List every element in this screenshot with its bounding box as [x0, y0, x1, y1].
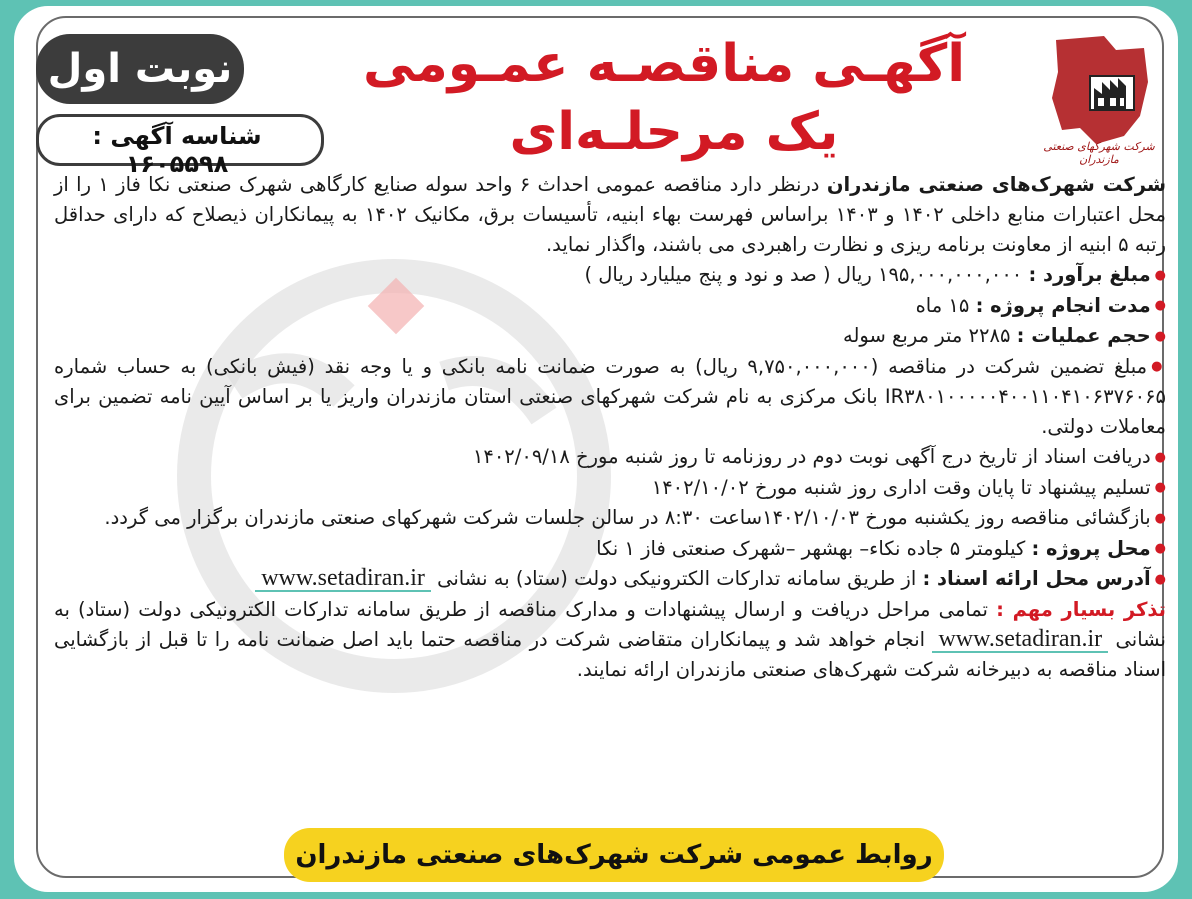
important-notice — [54, 595, 1166, 685]
opening-item — [54, 503, 1166, 534]
notice-text-b: انجام خواهد شد و پیمانکاران متقاضی شرکت در مناقصه حتما باید اصل ضمانت نامه را تا قبل از بازگشایی اسناد مناقصه به دبیرخانه شرکت شهرک‌های صنعتی مازندران ارائه نمایند. — [54, 627, 1166, 681]
notice-text-a: تمامی مراحل دریافت و ارسال پیشنهادات و مدارک مناقصه از طریق سامانه تدارکات الکترونیکی دولت (ستاد) به نشانی — [54, 597, 1166, 651]
duration-label: مدت انجام پروژه : — [975, 293, 1151, 317]
volume-item — [54, 321, 1166, 352]
logo-caption: شرکت شهرکهای صنعتی مازندران — [1043, 140, 1155, 166]
location-label: محل پروژه : — [1031, 536, 1151, 560]
page-subtitle: یک مرحلـه‌ای — [509, 102, 839, 162]
guarantee-item — [54, 352, 1166, 443]
estimate-item — [54, 260, 1166, 291]
address-label: آدرس محل ارائه اسناد : — [922, 567, 1151, 590]
advertisement-sheet — [14, 6, 1178, 892]
duration-value: ۱۵ ماه — [915, 293, 976, 317]
intro-text: درنظر دارد مناقصه عمومی احداث ۶ واحد سوله صنایع کارگاهی شهرک صنعتی نکا فاز ۱ را از محل اعتبارات منابع داخلی ۱۴۰۲ و ۱۴۰۳ براساس فهرست بهاء ابنیه، تأسیسات برق، مکانیک ۱۴۰۲ به پیمانکاران ذیصلاح که دارای حداقل رتبه ۵ ابنیه از معاونت برنامه ریزی و نظارت راهبردی می باشند، واگذار نماید. — [54, 173, 1166, 256]
intro-paragraph — [54, 170, 1166, 260]
address-value: از طریق سامانه تدارکات الکترونیکی دولت (ستاد) به نشانی — [430, 567, 923, 590]
submission-item — [54, 473, 1166, 504]
setadiran-link[interactable]: www.setadiran.ir — [255, 566, 431, 592]
notice-setadiran-link[interactable]: www.setadiran.ir — [932, 627, 1108, 653]
docs-receipt-item — [54, 442, 1166, 473]
volume-label: حجم عملیات : — [1016, 324, 1151, 347]
volume-value: ۲۲۸۵ متر مربع سوله — [843, 324, 1017, 347]
location-value: کیلومتر ۵ جاده نکاء– بهشهر –شهرک صنعتی فاز ۱ نکا — [596, 536, 1032, 560]
location-item — [54, 534, 1166, 565]
round-badge: نوبت اول — [36, 34, 244, 104]
docs-receipt-text: دریافت اسناد از تاریخ درج آگهی نوبت دوم در روزنامه تا روز شنبه مورخ ۱۴۰۲/۰۹/۱۸ — [472, 445, 1151, 468]
public-relations-footer: روابط عمومی شرکت شهرک‌های صنعتی مازندران — [284, 828, 944, 882]
company-name: شرکت شهرک‌های صنعتی مازندران — [826, 173, 1167, 196]
page-title: آگهـی مناقصـه عمـومی — [362, 34, 966, 94]
submission-text: تسلیم پیشنهاد تا پایان وقت اداری روز شنبه مورخ ۱۴۰۲/۱۰/۰۲ — [651, 475, 1151, 499]
estimate-label: مبلغ برآورد : — [1028, 263, 1151, 286]
estimate-value: ۱۹۵,۰۰۰,۰۰۰,۰۰۰ ریال ( صد و نود و پنج میلیارد ریال ) — [584, 263, 1029, 286]
announcement-body — [54, 170, 1166, 685]
notice-label: تذکر بسیار مهم : — [996, 597, 1166, 621]
guarantee-text: مبلغ تضمین شرکت در مناقصه (۹,۷۵۰,۰۰۰,۰۰۰ ریال) به صورت ضمانت نامه بانکی و یا وجه نقد (فیش بانکی) به حساب شماره IR۳۸۰۱۰۰۰۰۰۴۰۰۱۱۰۴۱۰۶۳۷۶۰۶۵ بانک مرکزی به نام شرکت شهرکهای صنعتی استان مازندران واریز یا بر اساس آیین نامه تضمین برای معاملات دولتی. — [54, 354, 1166, 438]
address-item — [54, 564, 1166, 595]
duration-item — [54, 291, 1166, 322]
ad-id-label: شناسه آگهی : ۱۶۰۵۵۹۸ — [92, 122, 262, 178]
opening-text: بازگشائی مناقصه روز یکشنبه مورخ ۱۴۰۲/۱۰/۰۳ساعت ۸:۳۰ در سالن جلسات شرکت شهرکهای صنعتی مازندران برگزار می گردد. — [104, 506, 1151, 529]
